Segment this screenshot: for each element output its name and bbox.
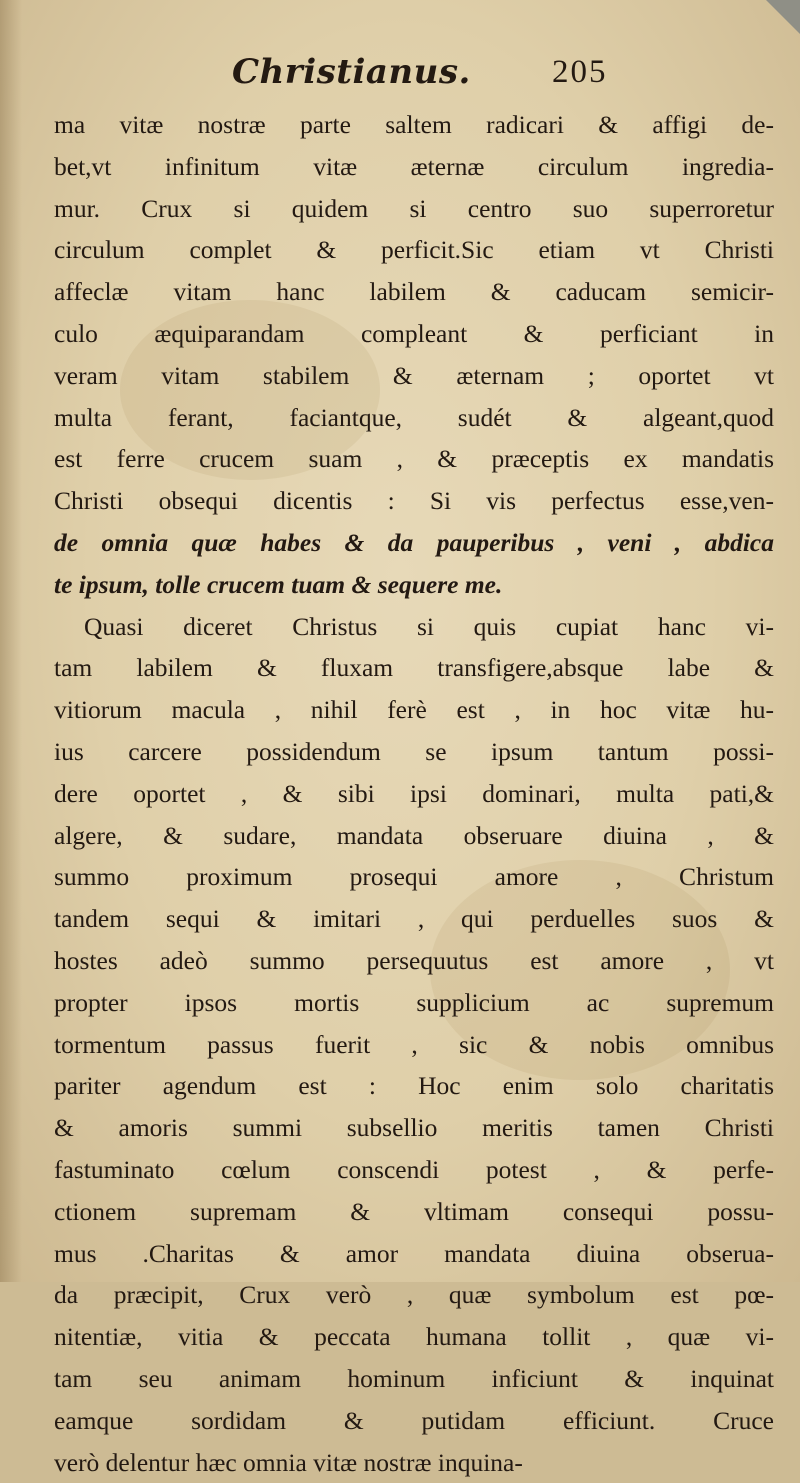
body-text	[54, 104, 774, 1483]
text-line: tam seu animam hominum inficiunt & inquinat	[54, 1358, 774, 1400]
text-line: est ferre crucem suam , & præceptis ex mandatis	[54, 438, 774, 480]
text-line: hostes adeò summo persequutus est amore , vt	[54, 940, 774, 982]
text-line: ma vitæ nostræ parte saltem radicari & affigi de-	[54, 104, 774, 146]
page-number: 205	[552, 54, 608, 91]
text-line: multa ferant, faciantque, sudét & algeant,quod	[54, 397, 774, 439]
running-title: Christianus.	[232, 52, 471, 92]
page-header	[0, 52, 800, 102]
text-line: circulum complet & perficit.Sic etiam vt Christi	[54, 229, 774, 271]
text-line: affeclæ vitam hanc labilem & caducam semicir-	[54, 271, 774, 313]
text-line: propter ipsos mortis supplicium ac supremum	[54, 982, 774, 1024]
text-line: mur. Crux si quidem si centro suo superroretur	[54, 188, 774, 230]
text-line: te ipsum, tolle crucem tuam & sequere me.	[54, 564, 774, 606]
text-line: da præcipit, Crux verò , quæ symbolum est pœ-	[54, 1274, 774, 1316]
text-line: de omnia quæ habes & da pauperibus , veni , abdica	[54, 522, 774, 564]
text-line: vitiorum macula , nihil ferè est , in hoc vitæ hu-	[54, 689, 774, 731]
text-line: eamque sordidam & putidam efficiunt. Cruce	[54, 1400, 774, 1442]
text-line: algere, & sudare, mandata obseruare diuina , &	[54, 815, 774, 857]
text-line: summo proximum prosequi amore , Christum	[54, 856, 774, 898]
text-line: culo æquiparandam compleant & perficiant in	[54, 313, 774, 355]
corner-fold	[766, 0, 800, 34]
text-line: & amoris summi subsellio meritis tamen Christi	[54, 1107, 774, 1149]
text-line: veram vitam stabilem & æternam ; oportet vt	[54, 355, 774, 397]
text-line: verò delentur hæc omnia vitæ nostræ inquina-	[54, 1442, 774, 1483]
text-line: dere oportet , & sibi ipsi dominari, multa pati,&	[54, 773, 774, 815]
text-line: pariter agendum est : Hoc enim solo charitatis	[54, 1065, 774, 1107]
text-line: Quasi diceret Christus si quis cupiat hanc vi-	[54, 606, 774, 648]
text-line: tandem sequi & imitari , qui perduelles suos &	[54, 898, 774, 940]
text-line: tormentum passus fuerit , sic & nobis omnibus	[54, 1024, 774, 1066]
text-line: tam labilem & fluxam transfigere,absque labe &	[54, 647, 774, 689]
text-line: Christi obsequi dicentis : Si vis perfectus esse,ven-	[54, 480, 774, 522]
text-line: bet,vt infinitum vitæ æternæ circulum ingredia-	[54, 146, 774, 188]
text-line: ctionem supremam & vltimam consequi possu-	[54, 1191, 774, 1233]
text-line: mus .Charitas & amor mandata diuina obserua-	[54, 1233, 774, 1275]
text-line: fastuminato cœlum conscendi potest , & perfe-	[54, 1149, 774, 1191]
text-line: ius carcere possidendum se ipsum tantum possi-	[54, 731, 774, 773]
text-line: nitentiæ, vitia & peccata humana tollit , quæ vi-	[54, 1316, 774, 1358]
